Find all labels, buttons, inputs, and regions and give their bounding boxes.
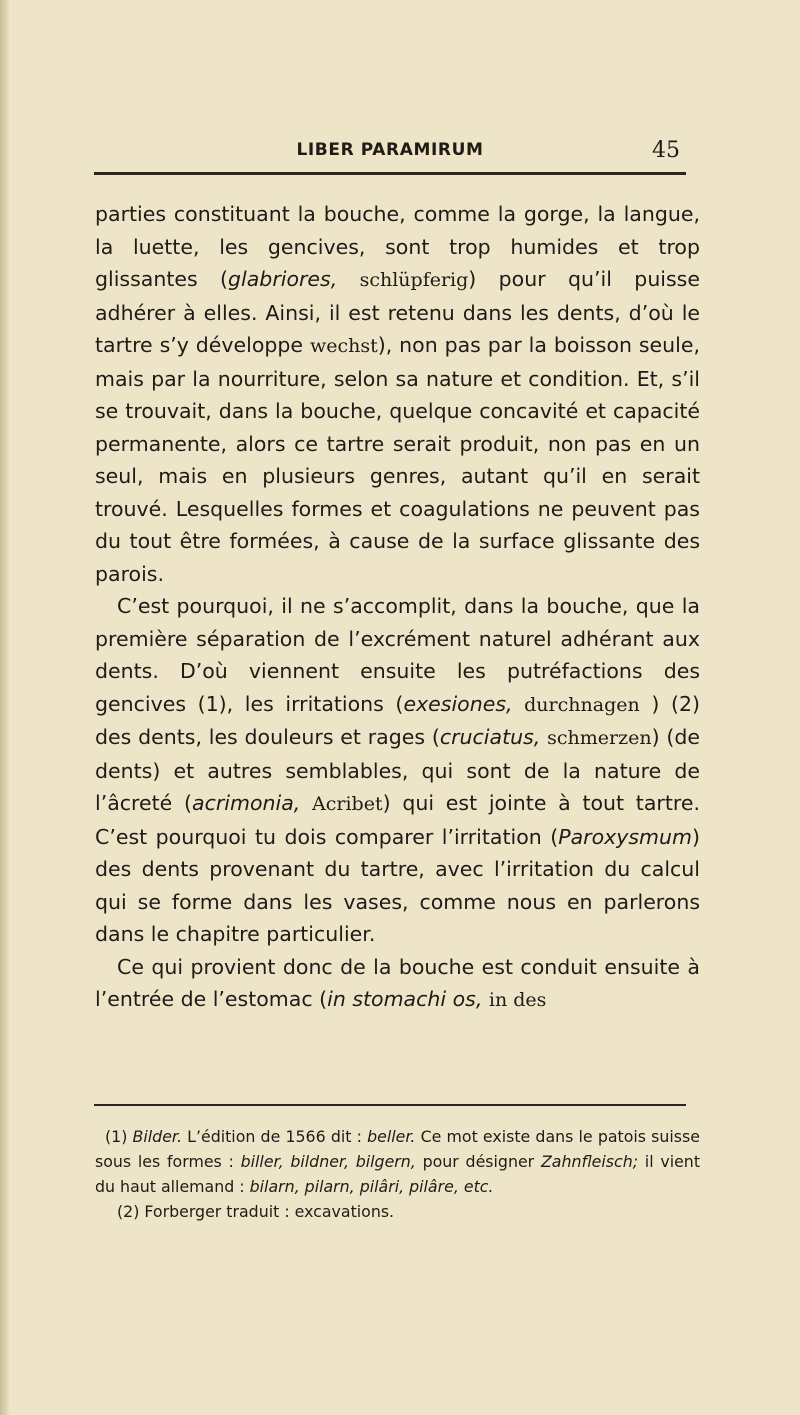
german-term: Acribet — [312, 793, 383, 815]
footnote-2: (2) Forberger traduit : excavations. — [117, 1202, 395, 1221]
running-title: LIBER PARAMIRUM — [296, 140, 484, 160]
paragraph-2: C’est pourquoi, il ne s’accomplit, dans la bouche, que la première séparation de l’excrément naturel adhérant aux dents. D’où viennent ensuite les putréfactions des gencives (1), les irritations (exesiones, durchnagen ) (2) des dents, les douleurs et rages (cruciatus, schmerzen) (de dents) et autres semblables, qui sont de la nature de l’âcreté (acrimonia, Acribet) qui est jointe à tout tartre. C’est pourquoi tu dois comparer l’irritation (Paroxysmum) des dents provenant du tartre, avec l’irritation du calcul qui se forme dans les vases, comme nous en parlerons dans le chapitre particulier. — [95, 594, 700, 946]
german-term: schlüpferig — [359, 269, 469, 291]
page-header — [94, 136, 686, 176]
main-text — [95, 198, 700, 1017]
paragraph-1: parties constituant la bouche, comme la gorge, la langue, la luette, les gencives, sont trop humides et trop glissantes (glabriores, schlüpferig) pour qu’il puisse adhérer à elles. Ainsi, il est retenu dans les dents, d’où le tartre s’y développe wechst), non pas par la boisson seule, mais par la nourriture, selon sa nature et condition. Et, s’il se trouvait, dans la bouche, quelque concavité et capacité permanente, alors ce tartre serait produit, non pas en un seul, mais en plusieurs genres, autant qu’il en serait trouvé. Lesquelles formes et coagulations ne peuvent pas du tout être formées, à cause de la surface glissante des parois. — [95, 202, 700, 586]
footnote-rule — [94, 1104, 686, 1106]
page-edge — [0, 0, 10, 1415]
paragraph-3: Ce qui provient donc de la bouche est conduit ensuite à l’entrée de l’estomac (in stomachi os, in des — [95, 954, 700, 1011]
header-rule — [94, 172, 686, 175]
german-term: durchnagen — [524, 693, 640, 716]
german-term: schmerzen — [547, 727, 652, 749]
page-number: 45 — [652, 138, 680, 163]
footnotes — [95, 1124, 700, 1224]
footnote-1: (1) Bilder. L’édition de 1566 dit : beller. Ce mot existe dans le patois suisse sous les formes : biller, bildner, bilgern, pour désigner Zahnfleisch; il vient du haut allemand : bilarn, pilarn, pilâri, pilâre, etc. — [95, 1127, 701, 1196]
german-term: in des — [488, 989, 547, 1011]
german-term: wechst — [309, 335, 378, 357]
